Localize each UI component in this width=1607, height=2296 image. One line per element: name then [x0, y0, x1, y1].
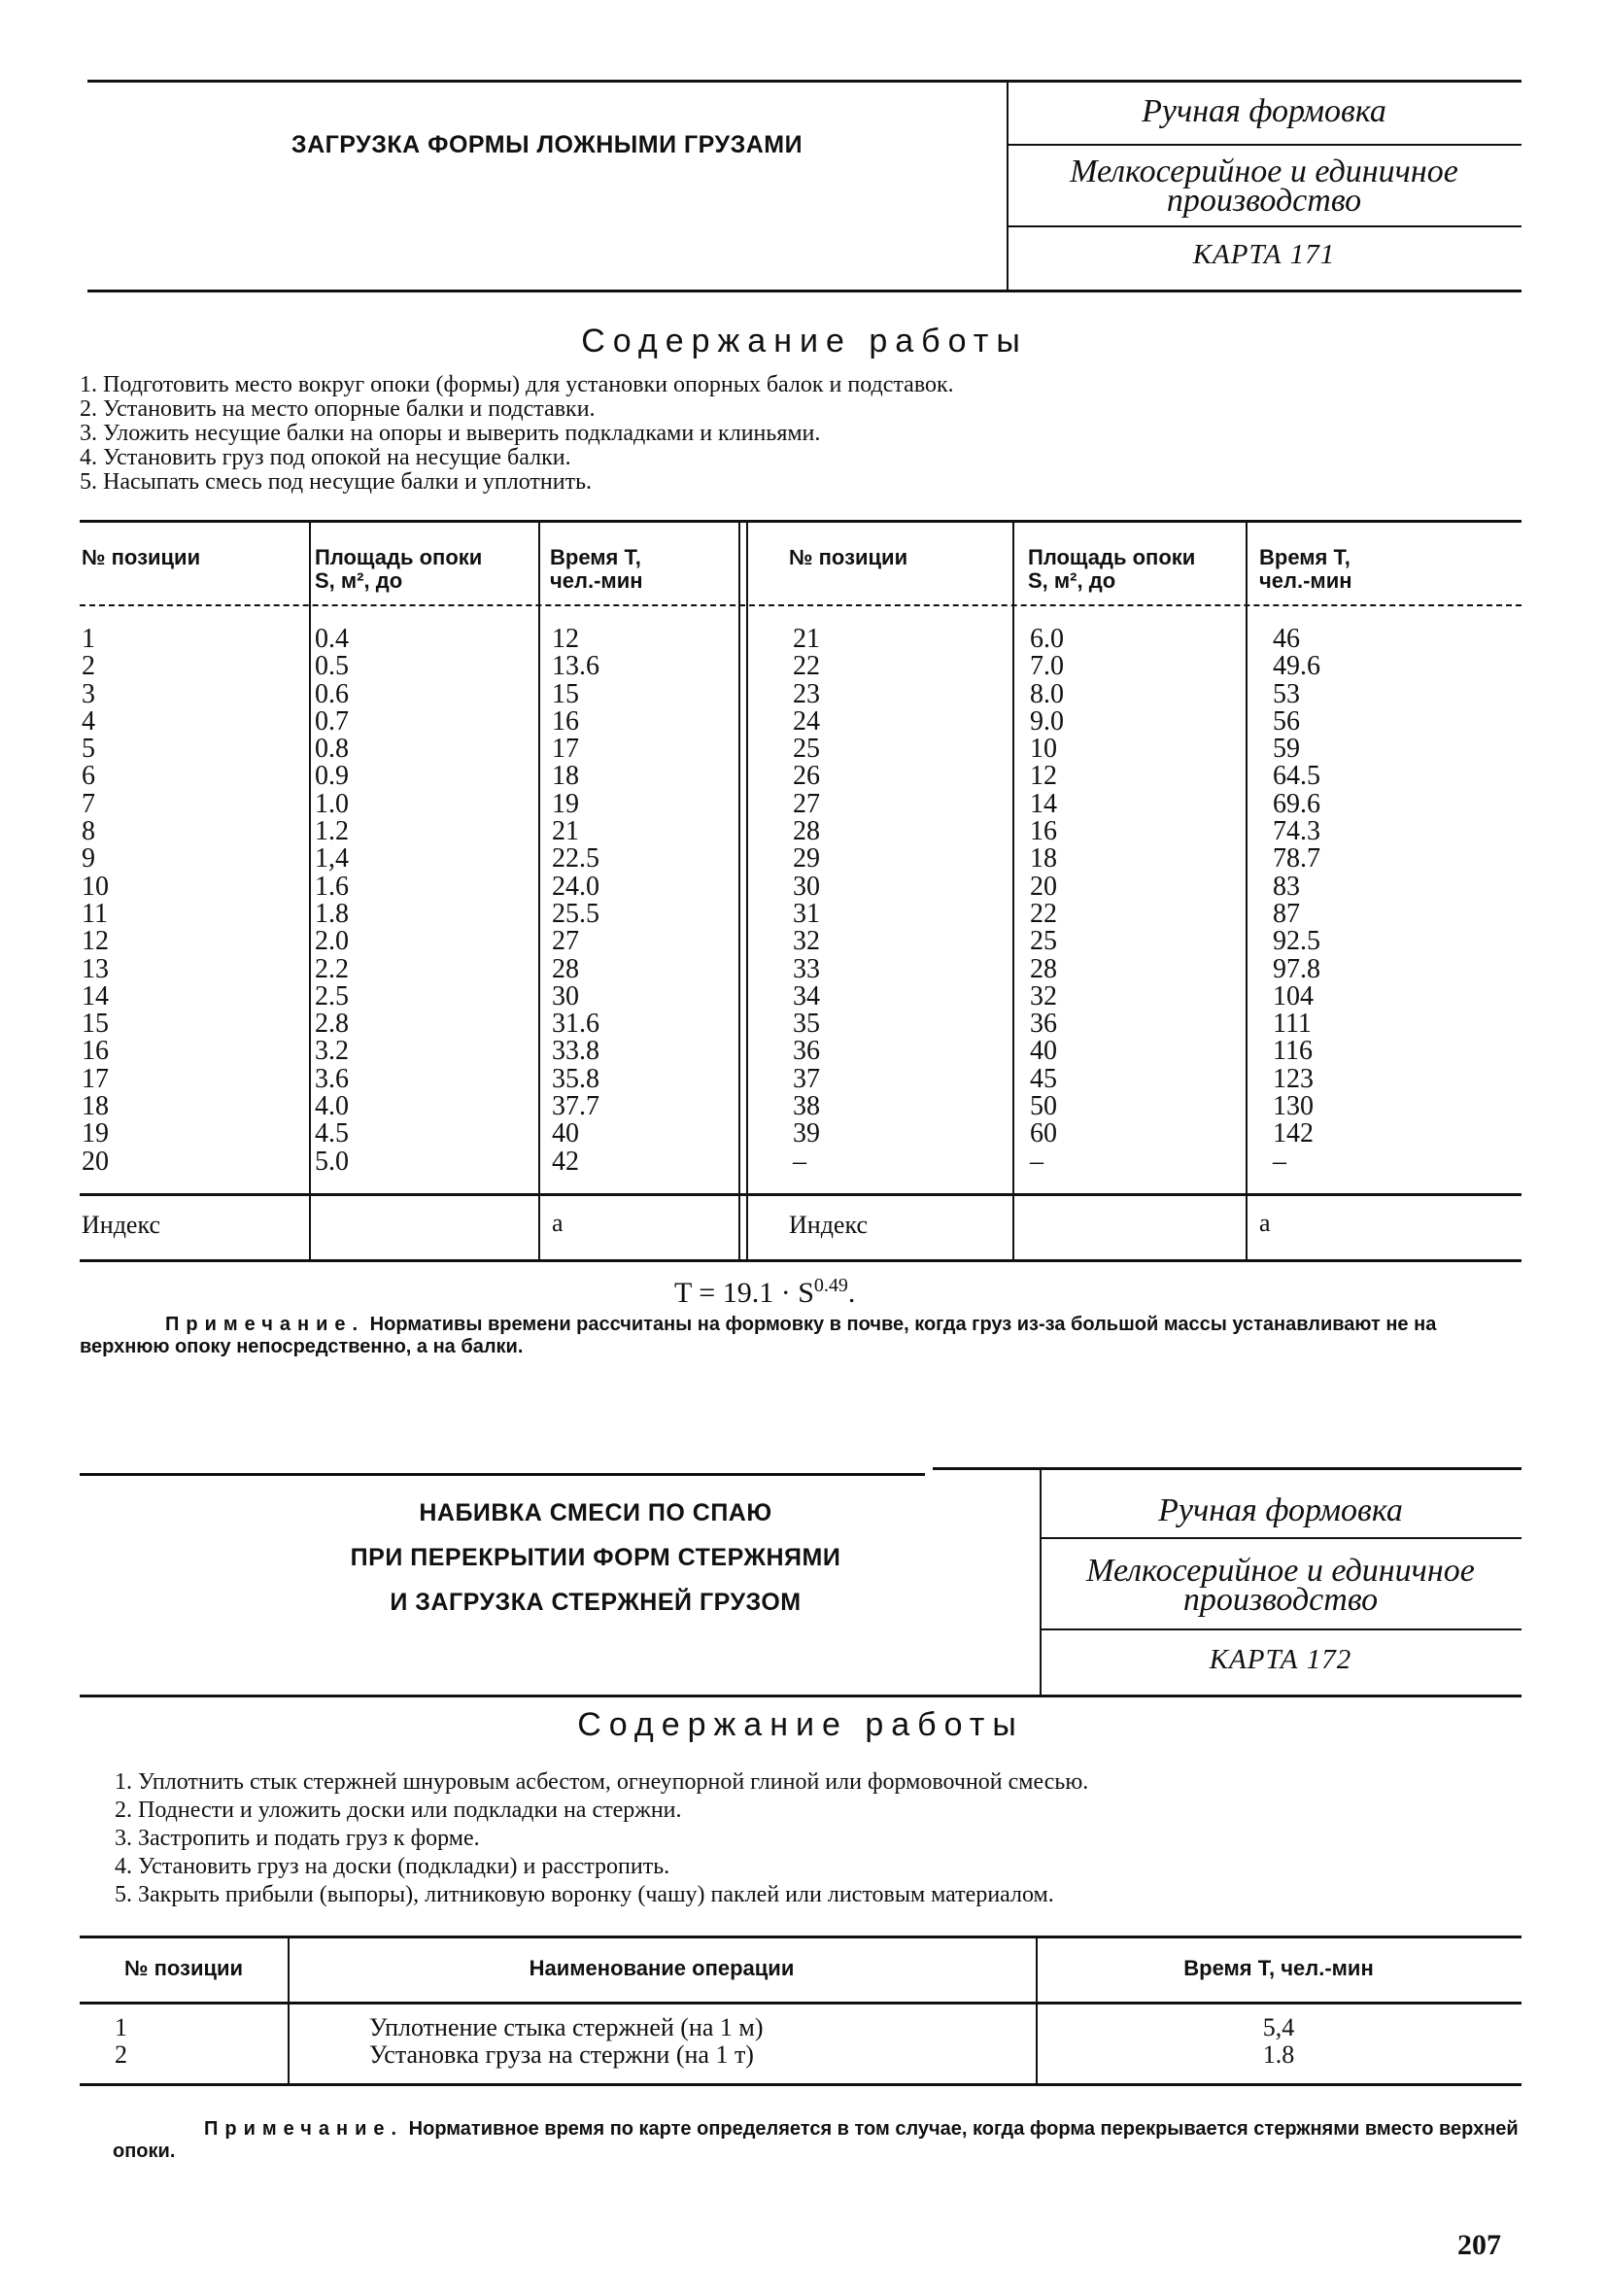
table-cell: 14 [1030, 788, 1057, 819]
table-cell: 3 [82, 678, 95, 709]
header-area: Площадь опоки S, м², до [1028, 545, 1196, 593]
table-cell: 64.5 [1273, 761, 1320, 792]
table-cell: – [793, 1146, 806, 1177]
card-172-method: Ручная формовка [1158, 1492, 1403, 1528]
table-cell: 24.0 [552, 871, 599, 902]
step: 1. Подготовить место вокруг опоки (формы) для установки опорных балок и подставок. [80, 372, 954, 397]
table-cell: 49.6 [1273, 651, 1320, 682]
table-cell: 5 [82, 734, 95, 765]
table-cell: 32 [1030, 980, 1057, 1011]
table-cell: 38 [793, 1091, 820, 1122]
card-172-title: НАБИВКА СМЕСИ ПО СПАЮ ПРИ ПЕРЕКРЫТИИ ФОРМ СТЕРЖНЯМИ И ЗАГРУЗКА СТЕРЖНЕЙ ГРУЗОМ [350, 1499, 841, 1616]
card-171-note: Примечание. Нормативы времени рассчитаны на формовку в почве, когда груз из-за большой массы устанавливают не на верхнюю опоку непосредственно, а на балки. [80, 1314, 1437, 1357]
table-cell: 22 [793, 651, 820, 682]
table-cell: 4.5 [315, 1118, 349, 1149]
row-position: 1 [115, 2013, 127, 2041]
column-areas-left [315, 626, 349, 1176]
table-cell: 22.5 [552, 843, 599, 874]
table-cell: 8.0 [1030, 678, 1064, 709]
table-cell: 0.7 [315, 705, 349, 737]
card-172-production-line1: Мелкосерийное и единичное [1086, 1553, 1475, 1589]
column-areas-right [1030, 626, 1064, 1176]
card-171-steps [80, 373, 954, 495]
table-cell: 26 [793, 761, 820, 792]
table-cell: 13 [82, 953, 109, 984]
table-cell: 28 [1030, 953, 1057, 984]
table-cell: 69.6 [1273, 788, 1320, 819]
table-cell: 42 [552, 1146, 579, 1177]
table-cell: 46 [1273, 624, 1300, 654]
table-cell: 27 [793, 788, 820, 819]
index-value: а [552, 1209, 564, 1237]
table-cell: 18 [1030, 843, 1057, 874]
table-cell: 2.8 [315, 1009, 349, 1040]
table-cell: 35 [793, 1009, 820, 1040]
table-cell: 13.6 [552, 651, 599, 682]
card-172-number: КАРТА 172 [1209, 1644, 1352, 1675]
table-cell: 74.3 [1273, 816, 1320, 847]
header-time: Время Т, чел.-мин [1183, 1956, 1374, 1980]
table-cell: 2.0 [315, 926, 349, 957]
table-cell: 87 [1273, 898, 1300, 929]
table-cell: 10 [82, 871, 109, 902]
card-171-production-line2: производство [1166, 183, 1362, 219]
table-cell: 35.8 [552, 1063, 599, 1094]
card-172-work-heading: Содержание работы [577, 1706, 1024, 1743]
table-cell: 28 [552, 953, 579, 984]
table-cell: 15 [552, 678, 579, 709]
table-cell: 37 [793, 1063, 820, 1094]
table-cell: 8 [82, 816, 95, 847]
table-cell: 12 [1030, 761, 1057, 792]
step: 3. Застропить и подать груз к форме. [115, 1826, 480, 1851]
row-operation: Уплотнение стыка стержней (на 1 м) [369, 2013, 764, 2041]
table-cell: 40 [552, 1118, 579, 1149]
table-cell: 1.2 [315, 816, 349, 847]
table-cell: 20 [82, 1146, 109, 1177]
step: 2. Поднести и уложить доски или подкладки на стержни. [115, 1798, 682, 1823]
table-cell: 12 [82, 926, 109, 957]
table-cell: 17 [82, 1063, 109, 1094]
column-positions-right [793, 626, 820, 1176]
step: 2. Установить на место опорные балки и подставки. [80, 396, 596, 422]
table-cell: 60 [1030, 1118, 1057, 1149]
row-position: 2 [115, 2040, 127, 2069]
table-cell: 3.6 [315, 1063, 349, 1094]
table-cell: 111 [1273, 1009, 1312, 1040]
table-cell: 27 [552, 926, 579, 957]
table-cell: 5.0 [315, 1146, 349, 1177]
table-cell: 20 [1030, 871, 1057, 902]
row-time: 1.8 [1262, 2040, 1295, 2069]
table-cell: 34 [793, 980, 820, 1011]
step: 5. Закрыть прибыли (выпоры), литниковую воронку (чашу) паклей или листовым материалом. [115, 1882, 1054, 1907]
header-time: Время Т, чел.-мин [1259, 545, 1352, 593]
table-cell: 9.0 [1030, 705, 1064, 737]
card-171-method: Ручная формовка [1142, 93, 1386, 129]
table-cell: 36 [793, 1036, 820, 1067]
table-cell: 0.5 [315, 651, 349, 682]
table-cell: 16 [82, 1036, 109, 1067]
index-value: а [1259, 1209, 1271, 1237]
table-cell: 12 [552, 624, 579, 654]
table-cell: 4 [82, 705, 95, 737]
table-cell: 3.2 [315, 1036, 349, 1067]
table-cell: 56 [1273, 705, 1300, 737]
card-171-work-heading: Содержание работы [581, 323, 1028, 360]
table-cell: 123 [1273, 1063, 1314, 1094]
table-cell: 92.5 [1273, 926, 1320, 957]
table-cell: 2 [82, 651, 95, 682]
card-171-number: КАРТА 171 [1192, 239, 1336, 270]
table-cell: 83 [1273, 871, 1300, 902]
step: 3. Уложить несущие балки на опоры и выверить подкладками и клиньями. [80, 421, 821, 446]
table-cell: 2.2 [315, 953, 349, 984]
step: 4. Установить груз на доски (подкладки) и расстропить. [115, 1854, 670, 1879]
table-cell: 25 [793, 734, 820, 765]
table-cell: 30 [793, 871, 820, 902]
table-cell: 6 [82, 761, 95, 792]
column-times-left [552, 626, 599, 1176]
header-position: № позиции [123, 1956, 244, 1980]
table-cell: 78.7 [1273, 843, 1320, 874]
table-cell: 6.0 [1030, 624, 1064, 654]
table-cell: 1,4 [315, 843, 349, 874]
index-label: Индекс [82, 1211, 160, 1239]
table-cell: – [1030, 1146, 1043, 1177]
table-cell: 116 [1273, 1036, 1313, 1067]
table-cell: 22 [1030, 898, 1057, 929]
table-cell: 28 [793, 816, 820, 847]
table-cell: 17 [552, 734, 579, 765]
table-cell: 53 [1273, 678, 1300, 709]
table-cell: 1.8 [315, 898, 349, 929]
table-cell: – [1273, 1146, 1286, 1177]
table-cell: 14 [82, 980, 109, 1011]
table-cell: 16 [1030, 816, 1057, 847]
header-time: Время Т, чел.-мин [550, 545, 643, 593]
table-cell: 1.0 [315, 788, 349, 819]
row-operation: Установка груза на стержни (на 1 т) [369, 2040, 754, 2069]
table-cell: 18 [552, 761, 579, 792]
step: 5. Насыпать смесь под несущие балки и уплотнить. [80, 469, 593, 495]
table-cell: 30 [552, 980, 579, 1011]
index-label: Индекс [789, 1211, 868, 1239]
table-cell: 130 [1273, 1091, 1314, 1122]
card-172-steps [115, 1768, 1088, 1909]
column-times-right [1273, 626, 1320, 1176]
header-position: № позиции [82, 545, 201, 569]
table-cell: 10 [1030, 734, 1057, 765]
table-cell: 33.8 [552, 1036, 599, 1067]
table-cell: 4.0 [315, 1091, 349, 1122]
table-cell: 97.8 [1273, 953, 1320, 984]
table-cell: 16 [552, 705, 579, 737]
table-cell: 2.5 [315, 980, 349, 1011]
table-cell: 0.4 [315, 624, 349, 654]
table-cell: 31 [793, 898, 820, 929]
table-cell: 11 [82, 898, 108, 929]
table-cell: 7.0 [1030, 651, 1064, 682]
table-cell: 0.6 [315, 678, 349, 709]
card-172-production-line2: производство [1182, 1582, 1379, 1618]
table-cell: 25 [1030, 926, 1057, 957]
table-cell: 36 [1030, 1009, 1057, 1040]
table-cell: 1.6 [315, 871, 349, 902]
table-cell: 19 [552, 788, 579, 819]
table-cell: 23 [793, 678, 820, 709]
table-cell: 33 [793, 953, 820, 984]
card-171-title: ЗАГРУЗКА ФОРМЫ ЛОЖНЫМИ ГРУЗАМИ [291, 131, 804, 158]
page-number: 207 [1457, 2229, 1501, 2261]
table-cell: 19 [82, 1118, 109, 1149]
table-cell: 39 [793, 1118, 820, 1149]
table-cell: 9 [82, 843, 95, 874]
table-cell: 0.8 [315, 734, 349, 765]
table-cell: 32 [793, 926, 820, 957]
table-cell: 0.9 [315, 761, 349, 792]
header-operation: Наименование операции [529, 1956, 795, 1980]
table-cell: 1 [82, 624, 95, 654]
header-area: Площадь опоки S, м², до [315, 545, 483, 593]
table-cell: 104 [1273, 980, 1314, 1011]
header-position: № позиции [789, 545, 908, 569]
table-cell: 18 [82, 1091, 109, 1122]
table-cell: 59 [1273, 734, 1300, 765]
table-cell: 29 [793, 843, 820, 874]
card-171-production-line1: Мелкосерийное и единичное [1070, 154, 1458, 189]
table-cell: 21 [793, 624, 820, 654]
table-cell: 31.6 [552, 1009, 599, 1040]
table-cell: 40 [1030, 1036, 1057, 1067]
table-cell: 21 [552, 816, 579, 847]
step: 1. Уплотнить стык стержней шнуровым асбестом, огнеупорной глиной или формовочной смесью. [115, 1769, 1089, 1795]
column-positions-left [82, 626, 109, 1176]
formula: $T = 19.1 \cdot S^{0.49}$. [674, 1275, 856, 1309]
table-cell: 25.5 [552, 898, 599, 929]
table-cell: 24 [793, 705, 820, 737]
table-cell: 142 [1273, 1118, 1314, 1149]
table-cell: 50 [1030, 1091, 1057, 1122]
table-cell: 37.7 [552, 1091, 599, 1122]
table-cell: 15 [82, 1009, 109, 1040]
card-172-note: Примечание. Нормативное время по карте определяется в том случае, когда форма перекрывается стержнями вместо верхней опоки. [113, 2118, 1519, 2162]
row-time: 5,4 [1262, 2013, 1295, 2041]
step: 4. Установить груз под опокой на несущие балки. [80, 445, 571, 470]
table-cell: 7 [82, 788, 95, 819]
table-cell: 45 [1030, 1063, 1057, 1094]
